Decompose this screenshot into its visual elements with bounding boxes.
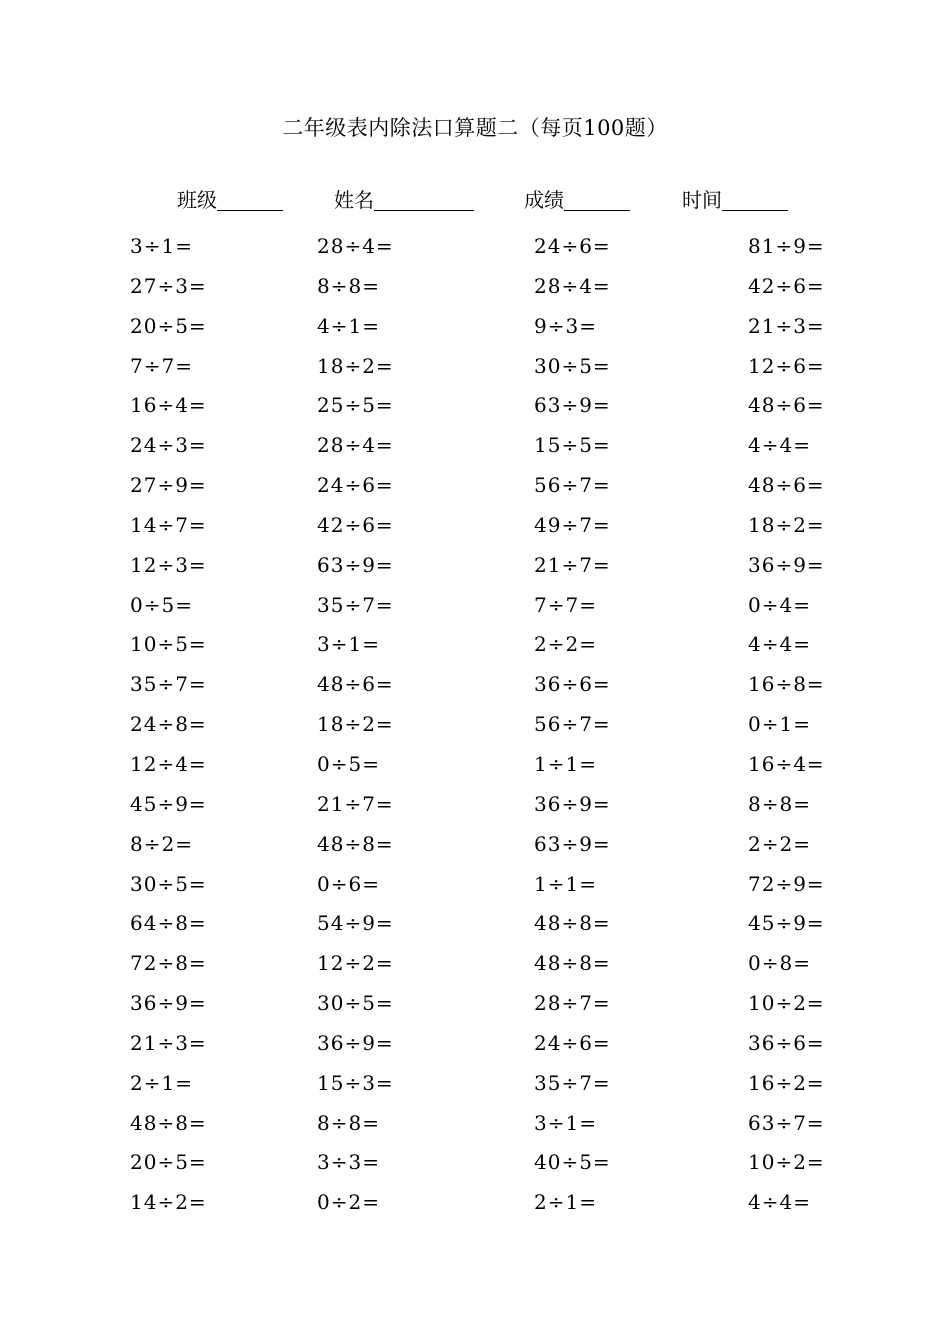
problem-item: 0÷1= (748, 712, 811, 737)
problem-row (0, 431, 950, 471)
problem-item: 27÷3= (130, 273, 207, 298)
problem-row (0, 1069, 950, 1109)
problem-item: 4÷4= (748, 433, 811, 458)
problem-item: 10÷2= (748, 991, 825, 1016)
problem-item: 21÷3= (130, 1030, 207, 1055)
problem-item: 45÷9= (748, 911, 825, 936)
name-field (334, 186, 474, 214)
problem-item: 28÷7= (534, 991, 611, 1016)
problem-row (0, 471, 950, 511)
problem-item: 2÷1= (130, 1070, 193, 1095)
problem-row (0, 710, 950, 750)
problem-item: 9÷3= (534, 313, 597, 338)
problem-item: 0÷8= (748, 951, 811, 976)
problem-item: 54÷9= (317, 911, 394, 936)
problem-item: 18÷2= (748, 512, 825, 537)
problem-item: 48÷8= (534, 951, 611, 976)
name-label: 姓名 (334, 188, 374, 212)
problem-item: 16÷4= (130, 393, 207, 418)
score-label: 成绩 (524, 188, 564, 212)
problem-item: 30÷5= (534, 353, 611, 378)
problem-row (0, 750, 950, 790)
score-blank[interactable] (564, 188, 630, 211)
problem-item: 20÷5= (130, 313, 207, 338)
problem-item: 25÷5= (317, 393, 394, 418)
problem-item: 0÷2= (317, 1190, 380, 1215)
problem-item: 56÷7= (534, 712, 611, 737)
problem-item: 63÷9= (534, 393, 611, 418)
class-label: 班级 (177, 188, 217, 212)
problem-item: 15÷3= (317, 1070, 394, 1095)
problem-item: 8÷8= (317, 1110, 380, 1135)
problem-item: 4÷4= (748, 632, 811, 657)
problem-item: 36÷6= (534, 672, 611, 697)
problem-item: 0÷5= (130, 592, 193, 617)
problem-item: 45÷9= (130, 791, 207, 816)
problem-row (0, 909, 950, 949)
problem-row (0, 670, 950, 710)
problem-row (0, 272, 950, 312)
problem-item: 4÷1= (317, 313, 380, 338)
problem-item: 15÷5= (534, 433, 611, 458)
problem-row (0, 989, 950, 1029)
time-label: 时间 (682, 188, 722, 212)
page-title: 二年级表内除法口算题二（每页100题） (282, 116, 668, 140)
problem-row (0, 391, 950, 431)
time-blank[interactable] (722, 188, 788, 211)
problem-item: 0÷6= (317, 871, 380, 896)
problem-item: 48÷6= (748, 473, 825, 498)
problem-item: 30÷5= (130, 871, 207, 896)
problem-item: 42÷6= (748, 273, 825, 298)
problem-item: 2÷1= (534, 1190, 597, 1215)
problem-row (0, 830, 950, 870)
problem-item: 1÷1= (534, 871, 597, 896)
problem-item: 7÷7= (130, 353, 193, 378)
problem-item: 16÷4= (748, 751, 825, 776)
problem-row (0, 352, 950, 392)
problem-item: 48÷6= (317, 672, 394, 697)
problem-item: 36÷6= (748, 1030, 825, 1055)
problem-row (0, 949, 950, 989)
problem-item: 21÷3= (748, 313, 825, 338)
problem-row (0, 1109, 950, 1149)
problem-item: 12÷6= (748, 353, 825, 378)
problem-item: 14÷7= (130, 512, 207, 537)
problem-item: 3÷1= (317, 632, 380, 657)
problem-item: 12÷3= (130, 552, 207, 577)
problem-item: 35÷7= (130, 672, 207, 697)
problem-item: 63÷7= (748, 1110, 825, 1135)
problem-item: 35÷7= (534, 1070, 611, 1095)
problem-item: 16÷2= (748, 1070, 825, 1095)
problem-item: 18÷2= (317, 353, 394, 378)
problem-item: 12÷2= (317, 951, 394, 976)
problem-item: 1÷1= (534, 751, 597, 776)
problem-row (0, 312, 950, 352)
problem-item: 36÷9= (748, 552, 825, 577)
problem-item: 24÷6= (534, 234, 611, 258)
problem-item: 3÷3= (317, 1150, 380, 1175)
class-blank[interactable] (217, 188, 283, 211)
problem-item: 63÷9= (317, 552, 394, 577)
problem-item: 0÷4= (748, 592, 811, 617)
time-field (682, 186, 788, 214)
problem-item: 36÷9= (130, 991, 207, 1016)
class-field (177, 186, 283, 214)
problem-item: 48÷8= (130, 1110, 207, 1135)
problem-item: 3÷1= (130, 234, 193, 258)
problem-item: 2÷2= (534, 632, 597, 657)
problem-item: 0÷5= (317, 751, 380, 776)
problem-row (0, 551, 950, 591)
problem-row (0, 511, 950, 551)
problem-item: 10÷5= (130, 632, 207, 657)
problem-item: 24÷3= (130, 433, 207, 458)
score-field (524, 186, 630, 214)
problem-row (0, 1029, 950, 1069)
problem-item: 48÷8= (317, 831, 394, 856)
problem-item: 24÷6= (534, 1030, 611, 1055)
problem-row (0, 790, 950, 830)
student-info-row (0, 186, 950, 214)
problem-item: 63÷9= (534, 831, 611, 856)
problem-item: 27÷9= (130, 473, 207, 498)
problem-item: 56÷7= (534, 473, 611, 498)
problem-item: 21÷7= (317, 791, 394, 816)
name-blank[interactable] (374, 188, 474, 211)
problem-item: 30÷5= (317, 991, 394, 1016)
problem-item: 28÷4= (317, 234, 394, 258)
problem-item: 72÷8= (130, 951, 207, 976)
problem-item: 24÷8= (130, 712, 207, 737)
problem-item: 72÷9= (748, 871, 825, 896)
problem-item: 2÷2= (748, 831, 811, 856)
problem-item: 7÷7= (534, 592, 597, 617)
problem-item: 3÷1= (534, 1110, 597, 1135)
problem-item: 8÷8= (748, 791, 811, 816)
problem-item: 28÷4= (534, 273, 611, 298)
problem-item: 40÷5= (534, 1150, 611, 1175)
problem-item: 8÷2= (130, 831, 193, 856)
problem-item: 8÷8= (317, 273, 380, 298)
problem-item: 42÷6= (317, 512, 394, 537)
problem-item: 10÷2= (748, 1150, 825, 1175)
problem-item: 35÷7= (317, 592, 394, 617)
problem-item: 36÷9= (534, 791, 611, 816)
problem-item: 16÷8= (748, 672, 825, 697)
problem-item: 18÷2= (317, 712, 394, 737)
problem-row (0, 591, 950, 631)
problem-item: 28÷4= (317, 433, 394, 458)
problem-item: 14÷2= (130, 1190, 207, 1215)
problem-item: 64÷8= (130, 911, 207, 936)
problem-row (0, 630, 950, 670)
problem-row (0, 870, 950, 910)
problem-item: 48÷6= (748, 393, 825, 418)
problem-item: 12÷4= (130, 751, 207, 776)
problem-row (0, 232, 950, 272)
problem-item: 48÷8= (534, 911, 611, 936)
problem-item: 21÷7= (534, 552, 611, 577)
problem-row (0, 1188, 950, 1228)
problem-item: 36÷9= (317, 1030, 394, 1055)
problem-row (0, 1148, 950, 1188)
problem-item: 24÷6= (317, 473, 394, 498)
problem-item: 20÷5= (130, 1150, 207, 1175)
problem-item: 4÷4= (748, 1190, 811, 1215)
problem-item: 81÷9= (748, 234, 825, 258)
problem-item: 49÷7= (534, 512, 611, 537)
problem-grid (0, 232, 950, 1228)
